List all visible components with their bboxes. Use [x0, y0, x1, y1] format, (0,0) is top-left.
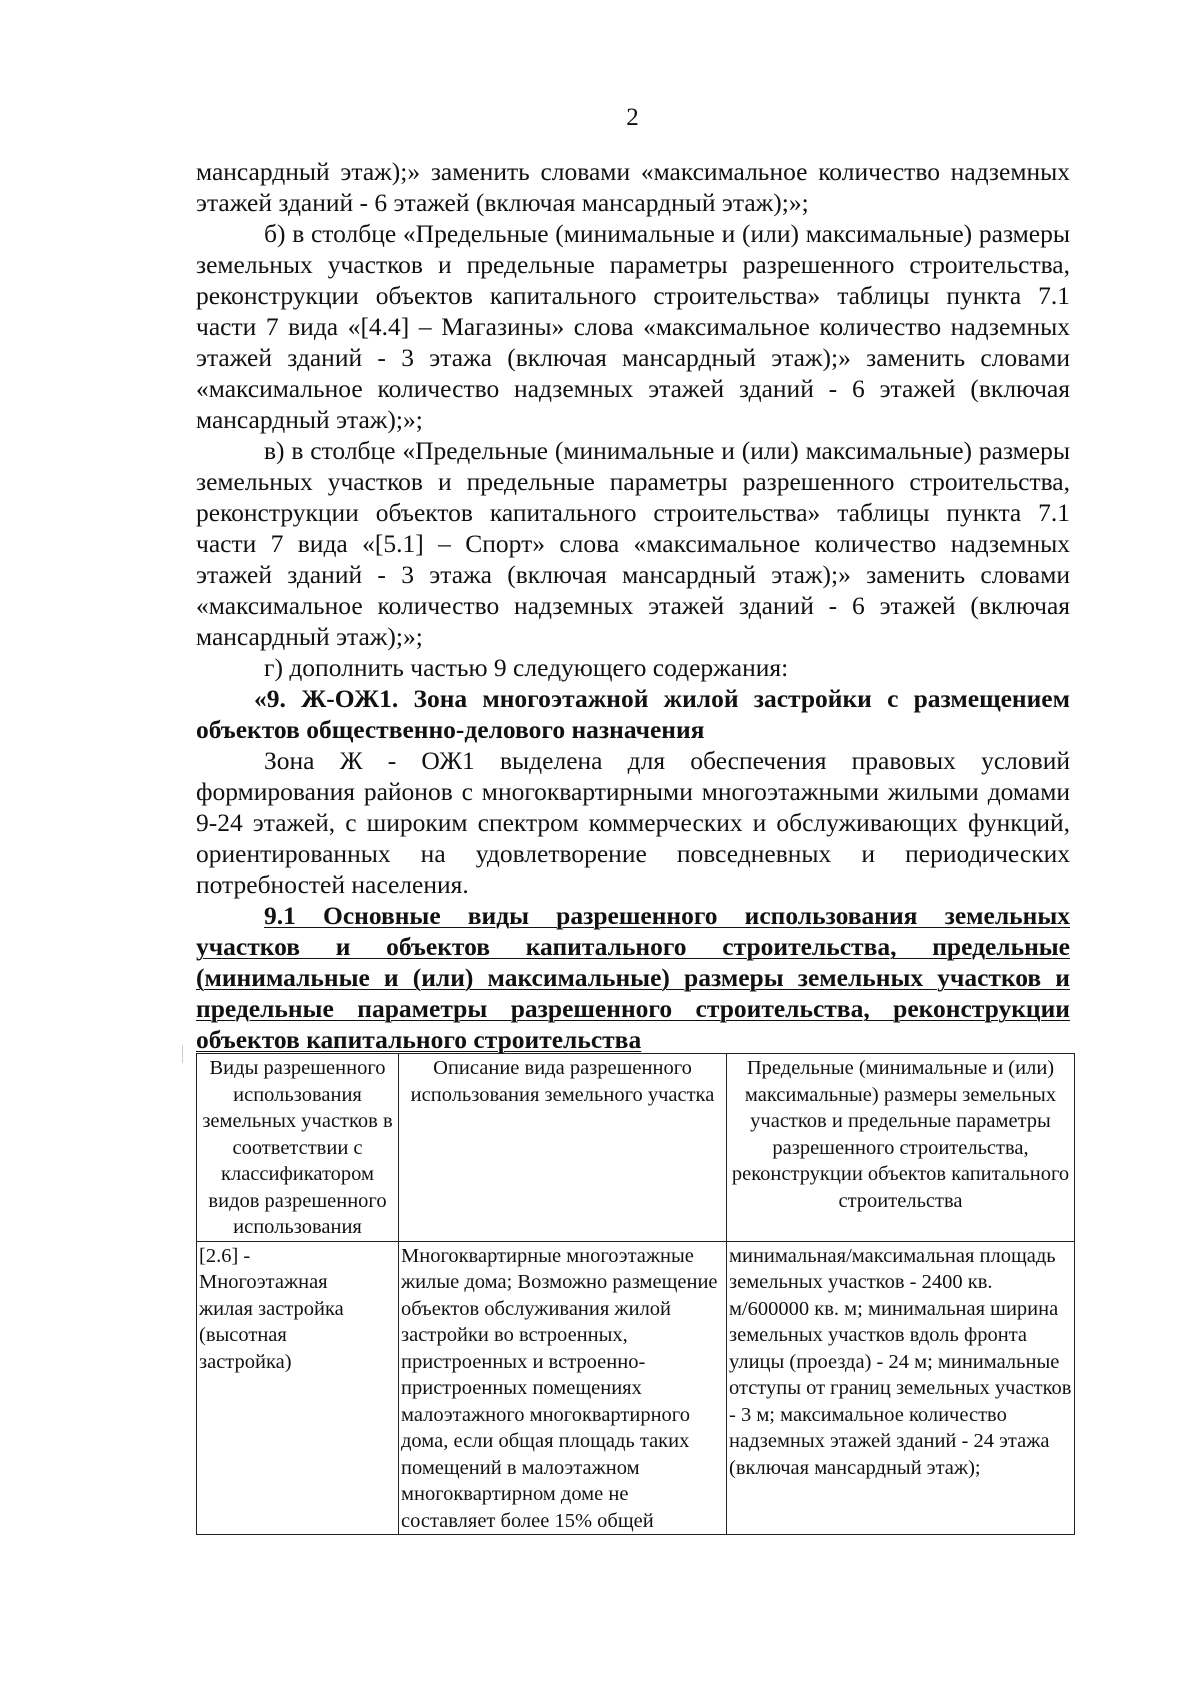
subsection-heading: 9.1 Основные виды разрешенного использования земельных участков и объектов капитального строительства, предельные (минимальные и (или) максимальные) размеры земельных участков и предельные параметры разрешенного строительства, реконструкции объектов капитального строительства: [196, 901, 1070, 1054]
scan-artifact-line: [182, 1045, 183, 1063]
paragraph-item-g: г) дополнить частью 9 следующего содержания:: [264, 653, 789, 682]
cell-limits: минимальная/максимальная площадь земельных участков - 2400 кв. м/600000 кв. м; минимальная ширина земельных участков вдоль фронта улицы (проезда) - 24 м; минимальные отступы от границ земельных участков - 3 м; максимальное количество надземных этажей зданий - 24 этажа (включая мансардный этаж);: [727, 1241, 1075, 1535]
permitted-use-table: [196, 1053, 1075, 1535]
zone-description: Зона Ж - ОЖ1 выделена для обеспечения правовых условий формирования районов с многоквартирными многоэтажными жилыми домами 9-24 этажей, с широким спектром коммерческих и обслуживающих функций, ориентированных на удовлетворение повседневных и периодических потребностей населения.: [196, 746, 1070, 899]
header-use-description: Описание вида разрешенного использования земельного участка: [399, 1054, 727, 1242]
table-header-row: [197, 1054, 1075, 1242]
paragraph-continuation: мансардный этаж);» заменить словами «максимальное количество надземных этажей зданий - 6 этажей (включая мансардный этаж);»;: [196, 157, 1070, 217]
zone-heading: «9. Ж-ОЖ1. Зона многоэтажной жилой застройки с размещением объектов общественно-делового назначения: [196, 684, 1070, 744]
paragraph-item-b: б) в столбце «Предельные (минимальные и (или) максимальные) размеры земельных участков и предельные параметры разрешенного строительства, реконструкции объектов капитального строительства» таблицы пункта 7.1 части 7 вида «[4.4] – Магазины» слова «максимальное количество надземных этажей зданий - 3 этажа (включая мансардный этаж);» заменить словами «максимальное количество надземных этажей зданий - 6 этажей (включая мансардный этаж);»;: [196, 219, 1070, 434]
permitted-use-table-wrapper: [196, 1053, 1074, 1535]
page-number: 2: [626, 104, 639, 131]
header-use-type: Виды разрешенного использования земельных участков в соответствии с классификатором видов разрешенного использования: [197, 1054, 399, 1242]
header-limits: Предельные (минимальные и (или) максимальные) размеры земельных участков и предельные параметры разрешенного строительства, реконструкции объектов капитального строительства: [727, 1054, 1075, 1242]
cell-use-type: [2.6] - Многоэтажная жилая застройка (высотная застройка): [197, 1241, 399, 1535]
paragraph-item-v: в) в столбце «Предельные (минимальные и (или) максимальные) размеры земельных участков и предельные параметры разрешенного строительства, реконструкции объектов капитального строительства» таблицы пункта 7.1 части 7 вида «[5.1] – Спорт» слова «максимальное количество надземных этажей зданий - 3 этажа (включая мансардный этаж);» заменить словами «максимальное количество надземных этажей зданий - 6 этажей (включая мансардный этаж);»;: [196, 436, 1070, 651]
document-body: [196, 156, 1070, 1055]
table-row: [197, 1241, 1075, 1535]
cell-use-description: Многоквартирные многоэтажные жилые дома; Возможно размещение объектов обслуживания жилой застройки во встроенных, пристроенных и встроенно-пристроенных помещениях малоэтажного многоквартирного дома, если общая площадь таких помещений в малоэтажном многоквартирном доме не составляет более 15% общей: [399, 1241, 727, 1535]
